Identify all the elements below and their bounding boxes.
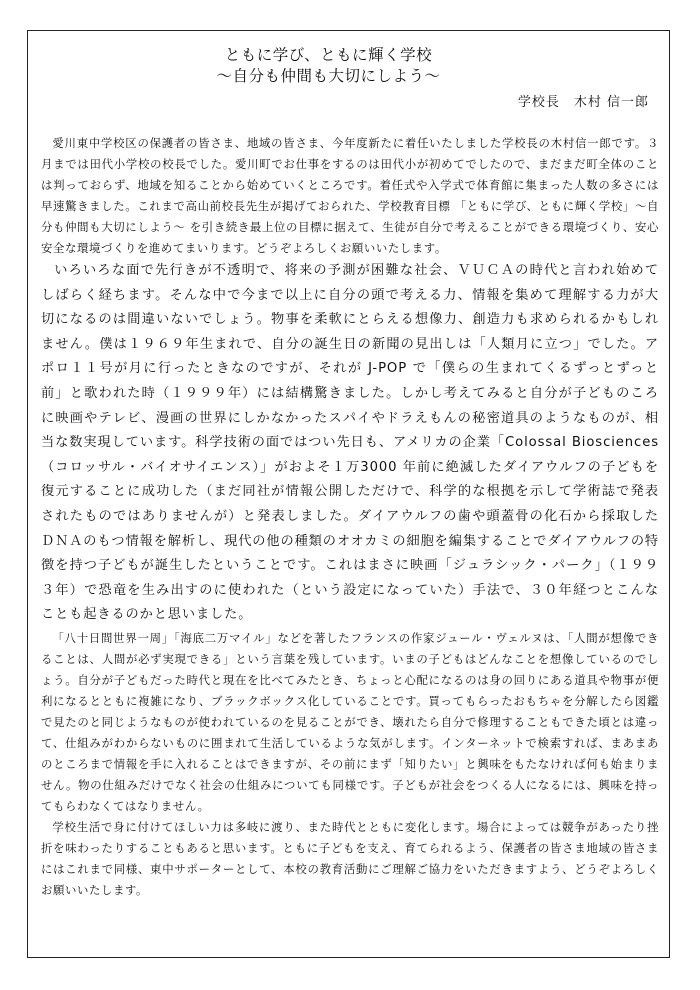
title-line-2: ～自分も仲間も大切にしよう～ bbox=[216, 67, 441, 85]
title-line-1: ともに学び、ともに輝く学校 bbox=[224, 46, 433, 64]
paragraph-3: 「八十日間世界一周」「海底二万マイル」などを著したフランスの作家ジュール・ヴェルヌは、「人間が想像できることは、人間が必ず実現できる」という言葉を残しています。いまの子どもはどんなことを想像しているのでしょう。自分が子どもだった時代と現在を比べてみたとき、ちょっと心配になるのは身の回りにある道具や物事が便利になるとともに複雑になり、ブラックボックス化していることです。買ってもらったおもちゃを分解したら図鑑で見たのと同じようなものが使われているのを見ることができ、壊れたら自分で修理することもできた頃とは違って、仕組みがわからないものに囲まれて生活しているような気がします。インターネットで検索すれば、まあまあのところまで情報を手に入れることはできますが、その前にまず「知りたい」と興味をもたなければ何も始まりません。物の仕組みだけでなく社会の仕組みについても同様です。子どもが社会をつくる人になるには、興味を持ってもらわなくてはなりません。 bbox=[41, 630, 659, 813]
author-line: 学校長 木村 信一郎 bbox=[517, 95, 649, 110]
paragraph-4: 学校生活で身に付けてほしい力は多岐に渡り、また時代とともに変化します。場合によっては競争があったり挫折を味わったりすることもあると思います。ともに子どもを支え、育てられるよう、保護者の皆さま地域の皆さまにはこれまで同様、東中サポーターとして、本校の教育活動にご理解ご協力をいただきますよう、どうぞよろしくお願いいたします。 bbox=[41, 819, 659, 897]
paragraph-1: 愛川東中学校区の保護者の皆さま、地域の皆さま、今年度新たに着任いたしました学校長の木村信一郎です。３月までは田代小学校の校長でした。愛川町でお仕事をするのは田代小が初めてでしたので、まだまだ町全体のことは判っておらず、地域を知ることから始めていくところです。着任式や入学式で体育館に集まった人数の多さには早速驚きました。これまで高山前校長先生が掲げておられた、学校教育目標 「ともに学び、ともに輝く学校」～自分も仲間も大切にしよう～ を引き続き最上位の目標に据えて、生徒が自分で考えることができる環境づくり、安心安全な環境づくりを進めてまいります。どうぞよろしくお願いいたします。 bbox=[41, 136, 659, 255]
document-body bbox=[41, 133, 659, 901]
document-title bbox=[28, 45, 669, 87]
paragraph-2: いろいろな面で先行きが不透明で、将来の予測が困難な社会、ＶＵＣＡの時代と言われ始めてしばらく経ちます。そんな中で今まで以上に自分の頭で考える力、情報を集めて理解する力が大切になるのは間違いないでしょう。物事を柔軟にとらえる想像力、創造力も求められるかもしれません。僕は１９６９年生まれで、自分の誕生日の新聞の見出しは「人類月に立つ」でした。アポロ１１号が月に行ったときなのですが、それが J-POP で「僕らの生まれてくるずっとずっと前」と歌われた時（１９９９年）には結構驚きました。しかし考えてみると自分が子どものころに映画やテレビ、漫画の世界にしかなかったスパイやドラえもんの秘密道具のようなものが、相当な数実現しています。科学技術の面ではつい先日も、アメリカの企業「Colossal Biosciences（コロッサル・バイオサイエンス）」がおよそ１万3000 年前に絶滅したダイアウルフの子どもを復元することに成功した（まだ同社が情報公開しただけで、科学的な根拠を示して学術誌で発表されたものではありませんが）と発表しました。ダイアウルフの歯や頭蓋骨の化石から採取したＤＮＡのもつ情報を解析し、現代の他の種類のオオカミの細胞を編集することでダイアウルフの特徴を持つ子どもが誕生したということです。これはまさに映画「ジュラシック・パーク」（１９９３年）で恐竜を生み出すのに使われた（という設定になっていた）手法で、３０年経つとこんなことも起きるのかと思いました。 bbox=[41, 263, 659, 623]
document-frame bbox=[27, 30, 670, 958]
